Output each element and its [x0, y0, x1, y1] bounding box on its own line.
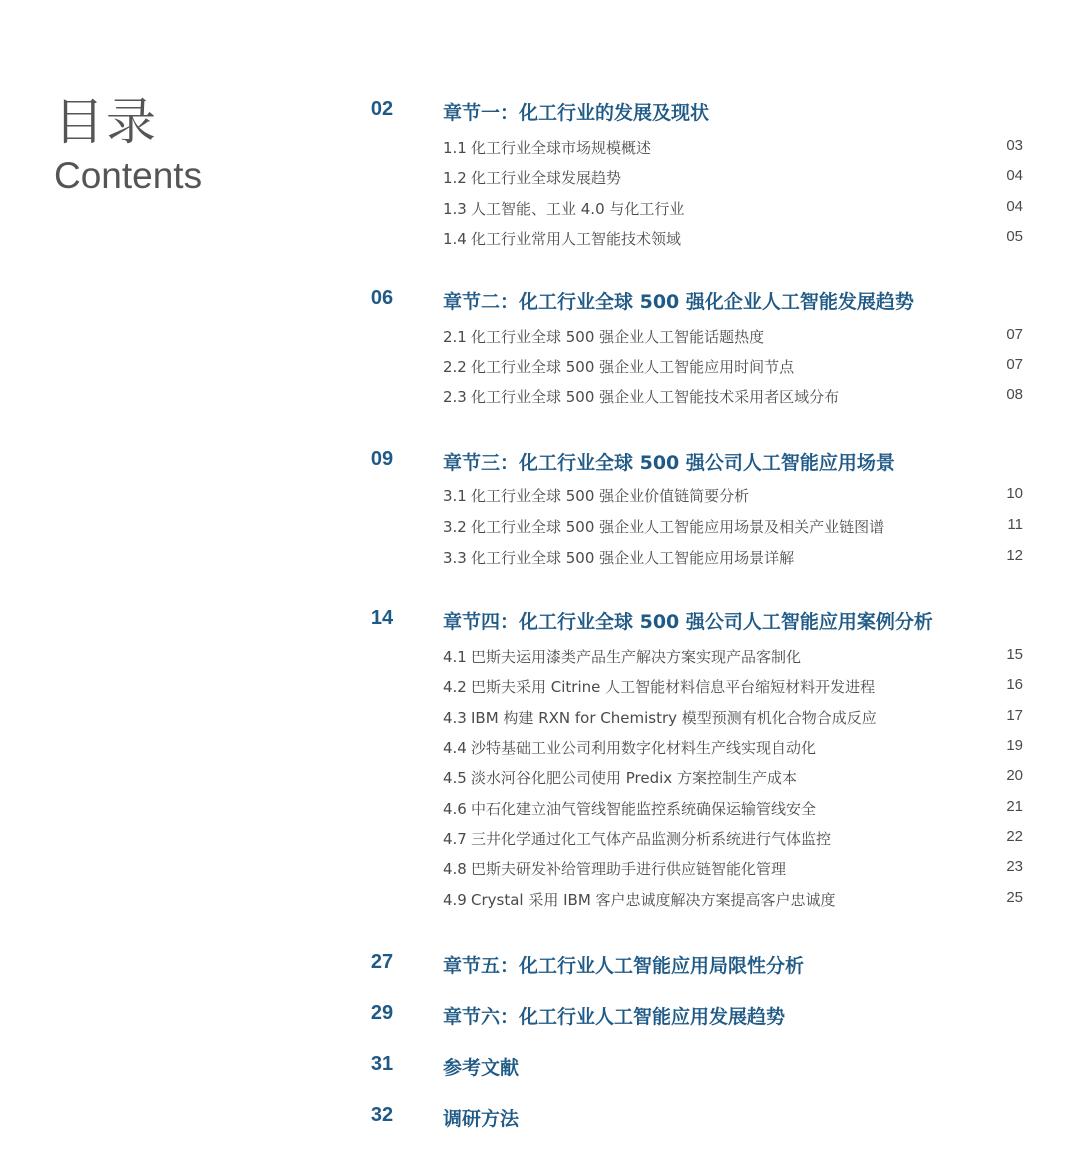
section-title: 人工智能、工业 4.0 与化工行业 [471, 200, 685, 218]
chapter-page-number[interactable]: 31 [370, 1053, 394, 1075]
chapter-page-number[interactable]: 06 [370, 287, 394, 309]
section-title: 沙特基础工业公司利用数字化材料生产线实现自动化 [471, 739, 817, 757]
section-page-number: 17 [1006, 707, 1023, 724]
section-number: 4.3 [443, 709, 467, 727]
section-number: 4.2 [443, 678, 467, 696]
section-number: 1.1 [443, 139, 467, 157]
section-page-number: 16 [1006, 676, 1023, 693]
chapter-title[interactable]: 章节五：化工行业人工智能应用局限性分析 [443, 955, 805, 977]
section-number: 3.2 [443, 518, 467, 536]
section-title: 化工行业全球市场规模概述 [471, 139, 652, 157]
toc-entry[interactable] [443, 767, 1023, 789]
section-title: 巴斯夫运用漆类产品生产解决方案实现产品客制化 [471, 648, 802, 666]
toc-entry[interactable] [443, 676, 1023, 698]
section-number: 4.5 [443, 769, 467, 787]
section-page-number: 11 [1007, 516, 1023, 533]
toc-entry[interactable] [443, 516, 1023, 538]
toc-entry[interactable] [443, 547, 1023, 569]
section-title: 巴斯夫采用 Citrine 人工智能材料信息平台缩短材料开发进程 [471, 678, 876, 696]
section-page-number: 22 [1006, 828, 1023, 845]
chapter-title[interactable]: 调研方法 [443, 1108, 520, 1130]
chapter-title[interactable]: 章节三：化工行业全球 500 强公司人工智能应用场景 [443, 452, 895, 474]
toc-entry[interactable] [443, 485, 1023, 507]
section-number: 4.6 [443, 800, 467, 818]
heading-chinese: 目录 [54, 93, 158, 151]
section-page-number: 04 [1006, 198, 1023, 215]
section-title: 中石化建立油气管线智能监控系统确保运输管线安全 [471, 800, 817, 818]
section-number: 1.3 [443, 200, 467, 218]
section-page-number: 10 [1006, 485, 1023, 502]
toc-entry[interactable] [443, 737, 1023, 759]
section-page-number: 05 [1006, 228, 1023, 245]
section-page-number: 19 [1006, 737, 1023, 754]
section-page-number: 07 [1006, 356, 1023, 373]
chapter-title[interactable]: 章节六：化工行业人工智能应用发展趋势 [443, 1006, 786, 1028]
section-title: 化工行业全球 500 强企业人工智能话题热度 [471, 328, 765, 346]
toc-entry[interactable] [443, 798, 1023, 820]
chapter-title[interactable]: 参考文献 [443, 1057, 520, 1079]
section-page-number: 23 [1006, 858, 1023, 875]
toc-entry[interactable] [443, 646, 1023, 668]
toc-entry[interactable] [443, 386, 1023, 408]
section-title: 化工行业全球发展趋势 [471, 169, 622, 187]
toc-entry[interactable] [443, 326, 1023, 348]
section-number: 2.2 [443, 358, 467, 376]
toc-heading [54, 92, 202, 198]
chapter-page-number[interactable]: 29 [370, 1002, 394, 1024]
chapter-page-number[interactable]: 32 [370, 1104, 394, 1126]
section-page-number: 25 [1006, 889, 1023, 906]
chapter-page-number[interactable]: 14 [370, 607, 394, 629]
chapter-page-number[interactable]: 27 [370, 951, 394, 973]
section-title: IBM 构建 RXN for Chemistry 模型预测有机化合物合成反应 [471, 709, 877, 727]
section-title: 化工行业全球 500 强企业人工智能技术采用者区域分布 [471, 388, 840, 406]
section-number: 4.1 [443, 648, 467, 666]
section-page-number: 07 [1006, 326, 1023, 343]
toc-entry[interactable] [443, 356, 1023, 378]
section-number: 2.1 [443, 328, 467, 346]
section-title: 三井化学通过化工气体产品监测分析系统进行气体监控 [471, 830, 832, 848]
section-page-number: 15 [1006, 646, 1023, 663]
toc-entry[interactable] [443, 889, 1023, 911]
toc-entry[interactable] [443, 828, 1023, 850]
section-number: 4.9 [443, 891, 467, 909]
section-number: 1.4 [443, 230, 467, 248]
toc-entry[interactable] [443, 707, 1023, 729]
section-page-number: 21 [1006, 798, 1023, 815]
toc-entry[interactable] [443, 198, 1023, 220]
section-number: 4.8 [443, 860, 467, 878]
section-title: 化工行业常用人工智能技术领域 [471, 230, 682, 248]
section-title: 化工行业全球 500 强企业人工智能应用时间节点 [471, 358, 795, 376]
toc-entry[interactable] [443, 228, 1023, 250]
section-number: 1.2 [443, 169, 467, 187]
section-page-number: 20 [1006, 767, 1023, 784]
section-page-number: 08 [1006, 386, 1023, 403]
section-title: 化工行业全球 500 强企业人工智能应用场景及相关产业链图谱 [471, 518, 885, 536]
chapter-title[interactable]: 章节二：化工行业全球 500 强化企业人工智能发展趋势 [443, 291, 914, 313]
section-title: 巴斯夫研发补给管理助手进行供应链智能化管理 [471, 860, 787, 878]
section-page-number: 03 [1006, 137, 1023, 154]
section-title: Crystal 采用 IBM 客户忠诚度解决方案提高客户忠诚度 [471, 891, 836, 909]
toc-entry[interactable] [443, 167, 1023, 189]
heading-english: Contents [54, 155, 203, 196]
section-page-number: 04 [1006, 167, 1023, 184]
toc-entry[interactable] [443, 137, 1023, 159]
chapter-page-number[interactable]: 09 [370, 448, 394, 470]
chapter-title[interactable]: 章节四：化工行业全球 500 强公司人工智能应用案例分析 [443, 611, 933, 633]
section-number: 4.7 [443, 830, 467, 848]
section-page-number: 12 [1006, 547, 1023, 564]
section-title: 化工行业全球 500 强企业价值链简要分析 [471, 487, 750, 505]
section-title: 淡水河谷化肥公司使用 Predix 方案控制生产成本 [471, 769, 797, 787]
chapter-page-number[interactable]: 02 [370, 98, 394, 120]
section-number: 4.4 [443, 739, 467, 757]
section-number: 3.3 [443, 549, 467, 567]
chapter-title[interactable]: 章节一：化工行业的发展及现状 [443, 102, 710, 124]
section-title: 化工行业全球 500 强企业人工智能应用场景详解 [471, 549, 795, 567]
section-number: 3.1 [443, 487, 467, 505]
section-number: 2.3 [443, 388, 467, 406]
toc-entry[interactable] [443, 858, 1023, 880]
